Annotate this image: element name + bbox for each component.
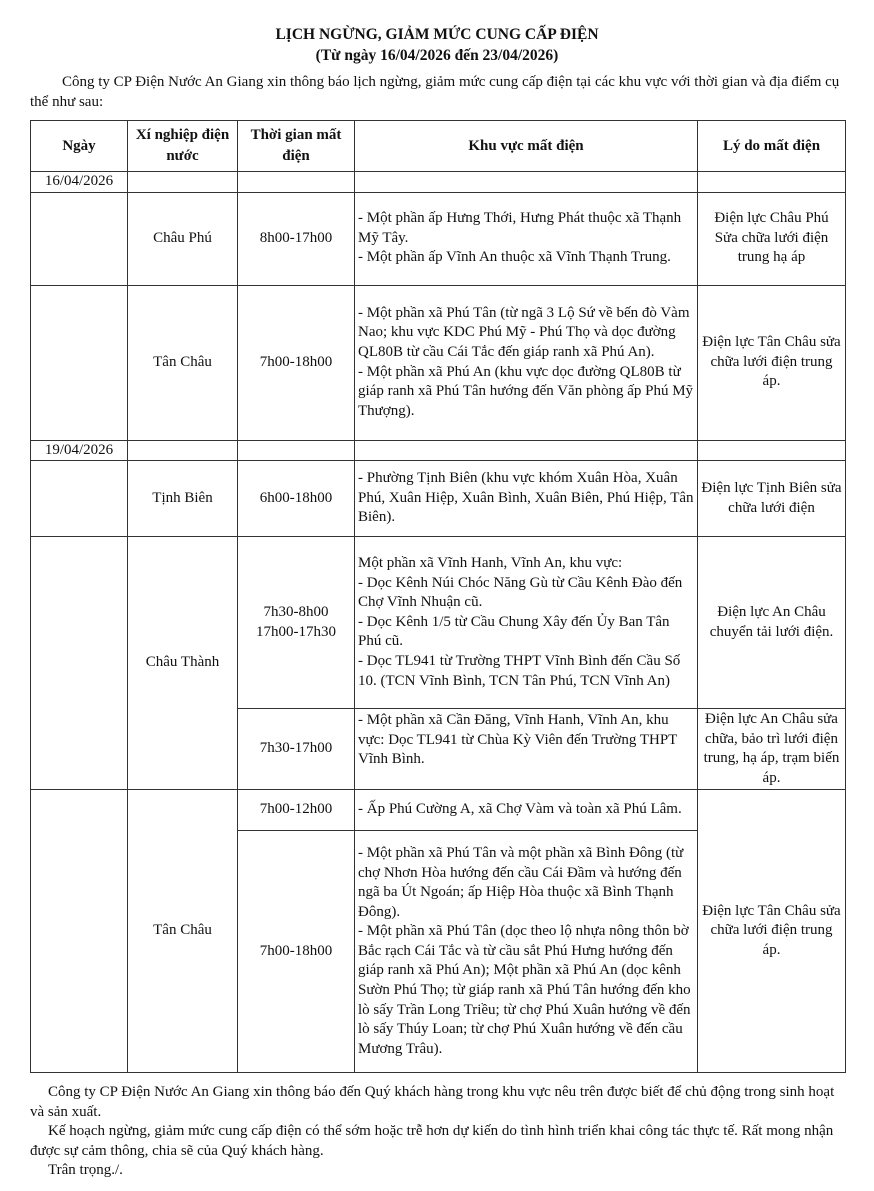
date-cell: 19/04/2026 (31, 440, 128, 461)
reason-cell: Điện lực Tịnh Biên sửa chữa lưới điện (698, 461, 846, 537)
area-cell (355, 285, 698, 440)
enterprise-cell: Tịnh Biên (128, 461, 238, 537)
time-cell (238, 537, 355, 709)
reason-cell: Điện lực An Châu sửa chữa, bảo trì lưới điện trung, hạ áp, trạm biến áp. (698, 709, 846, 790)
area-cell (355, 537, 698, 709)
area-line: - Dọc Kênh Núi Chóc Năng Gù từ Cầu Kênh Đào đến Chợ Vĩnh Nhuận cũ. (358, 574, 683, 611)
time-line: 7h30-8h00 (263, 604, 329, 621)
table-row (31, 285, 846, 440)
enterprise-cell: Châu Phú (128, 192, 238, 285)
header-area: Khu vực mất điện (355, 121, 698, 172)
header-time: Thời gian mất điện (238, 121, 355, 172)
date-row (31, 172, 846, 193)
table-row (31, 192, 846, 285)
area-cell (355, 790, 698, 831)
footer (30, 1083, 850, 1181)
footer-closing: Trân trọng./. (48, 1162, 123, 1178)
area-line: - Một phần ấp Hưng Thới, Hưng Phát thuộc xã Thạnh Mỹ Tây. (358, 210, 682, 246)
area-line: - Một phần xã Phú Tân (dọc theo lộ nhựa nông thôn bờ Bắc rạch Cái Tắc và từ cầu sắt Phú Hưng hướng đến giáp ranh xã Phú An); Một phần xã Phú An (dọc kênh Sườn Phú Thọ; từ giáp ranh xã Phú Tân hướng đến kho lò sấy Trần Long Triều; từ chợ Phú Xuân hướng về đến lò sấy Thúy Loan; từ chợ Phú Xuân hướng về đến cầu Mương Trâu). (358, 923, 691, 1057)
time-cell: 7h00-12h00 (238, 790, 355, 831)
reason-cell: Điện lực Châu Phú Sửa chữa lưới điện trung hạ áp (698, 192, 846, 285)
footer-paragraph-1: Công ty CP Điện Nước An Giang xin thông báo đến Quý khách hàng trong khu vực nêu trên được biết để chủ động trong sinh hoạt và sản xuất. (30, 1084, 835, 1120)
area-line: - Một phần xã Cần Đăng, Vĩnh Hanh, Vĩnh An, khu vực: Dọc TL941 từ Chùa Kỳ Viên đến Trường THPT Vĩnh Bình. (358, 712, 678, 768)
intro-paragraph: Công ty CP Điện Nước An Giang xin thông báo lịch ngừng, giảm mức cung cấp điện tại các khu vực với thời gian và địa điểm cụ thể như sau: (30, 74, 840, 110)
area-cell (355, 192, 698, 285)
reason-cell: Điện lực An Châu chuyển tải lưới điện. (698, 537, 846, 709)
reason-cell: Điện lực Tân Châu sửa chữa lưới điện trung áp. (698, 790, 846, 1073)
reason-cell: Điện lực Tân Châu sửa chữa lưới điện trung áp. (698, 285, 846, 440)
area-cell (355, 461, 698, 537)
enterprise-cell: Châu Thành (128, 537, 238, 790)
area-line: - Một phần xã Phú An (khu vực dọc đường QL80B từ giáp ranh xã Phú Tân hướng đến Văn phòng ấp Phú Mỹ Thượng). (358, 363, 694, 419)
area-line: - Một phần xã Phú Tân và một phần xã Bình Đông (từ chợ Nhơn Hòa hướng đến cầu Cái Đầm và hướng đến ngã ba Út Ngoán; ấp Hiệp Hòa thuộc xã Bình Thạnh Đông). (358, 844, 684, 920)
area-line: - Một phần ấp Vĩnh An thuộc xã Vĩnh Thạnh Trung. (358, 249, 671, 266)
area-line: - Dọc TL941 từ Trường THPT Vĩnh Bình đến Cầu Số 10. (TCN Vĩnh Bình, TCN Tân Phú, TCN Vĩnh An) (358, 653, 681, 689)
schedule-table (30, 120, 846, 1073)
header-reason: Lý do mất điện (698, 121, 846, 172)
area-line: - Phường Tịnh Biên (khu vực khóm Xuân Hòa, Xuân Phú, Xuân Hiệp, Xuân Bình, Xuân Biên, Phú Hiệp, Tân Biên). (358, 470, 694, 526)
time-cell: 8h00-17h00 (238, 192, 355, 285)
header-enterprise: Xí nghiệp điện nước (128, 121, 238, 172)
document-title: LỊCH NGỪNG, GIẢM MỨC CUNG CẤP ĐIỆN (275, 26, 599, 43)
time-cell: 6h00-18h00 (238, 461, 355, 537)
time-cell: 7h00-18h00 (238, 285, 355, 440)
footer-paragraph-2: Kế hoạch ngừng, giảm mức cung cấp điện có thể sớm hoặc trễ hơn dự kiến do tình hình triển khai công tác thực tế. Rất mong nhận được sự cảm thông, chia sẽ của Quý khách hàng. (30, 1123, 834, 1159)
enterprise-cell: Tân Châu (128, 285, 238, 440)
date-row (31, 440, 846, 461)
enterprise-cell: Tân Châu (128, 790, 238, 1073)
table-row (31, 790, 846, 831)
date-cell: 16/04/2026 (31, 172, 128, 193)
time-line: 17h00-17h30 (256, 623, 336, 640)
time-cell: 7h30-17h00 (238, 709, 355, 790)
area-line: - Một phần xã Phú Tân (từ ngã 3 Lộ Sứ về bến đò Vàm Nao; khu vực KDC Phú Mỹ - Phú Thọ và dọc đường QL80B từ cầu Cái Tắc đến giáp ranh xã Phú An). (358, 304, 690, 360)
header-date: Ngày (31, 121, 128, 172)
table-row (31, 461, 846, 537)
area-line: Một phần xã Vĩnh Hanh, Vĩnh An, khu vực: (358, 555, 623, 572)
area-cell (355, 831, 698, 1073)
area-line: - Ấp Phú Cường A, xã Chợ Vàm và toàn xã Phú Lâm. (358, 801, 682, 818)
area-cell (355, 709, 698, 790)
table-row (31, 537, 846, 709)
document-subtitle: (Từ ngày 16/04/2026 đến 23/04/2026) (315, 47, 559, 64)
table-header-row (31, 121, 846, 172)
area-line: - Dọc Kênh 1/5 từ Cầu Chung Xây đến Ủy Ban Tân Phú cũ. (358, 613, 670, 650)
time-cell: 7h00-18h00 (238, 831, 355, 1073)
